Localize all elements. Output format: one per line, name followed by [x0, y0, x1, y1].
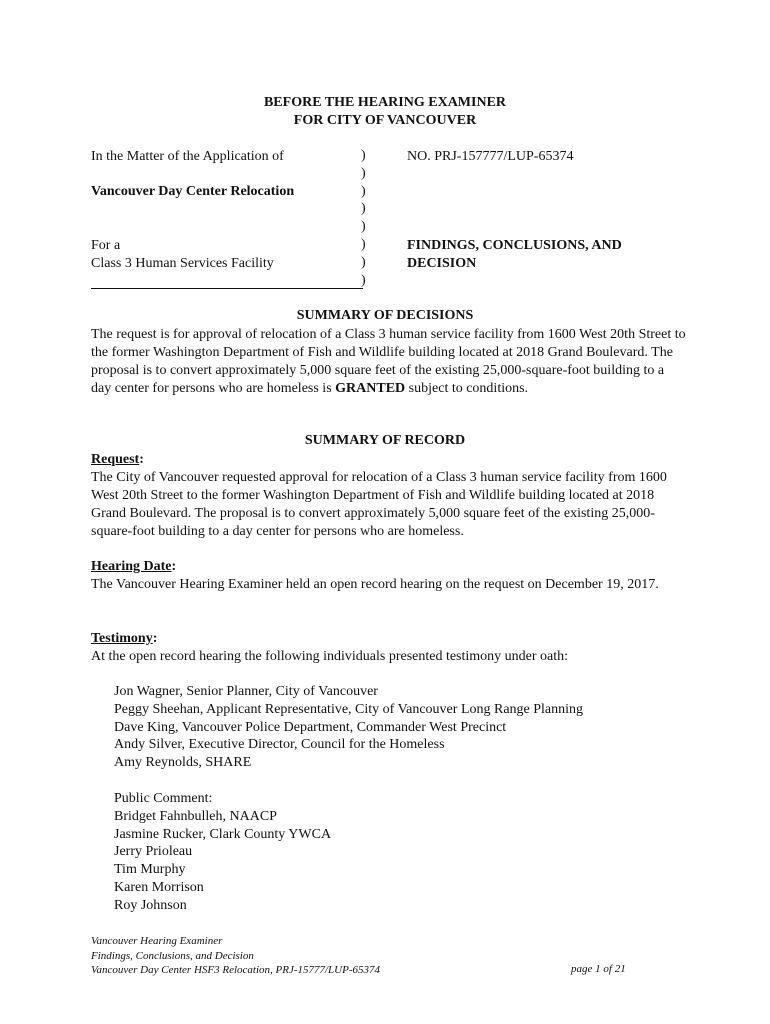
request-section — [91, 451, 687, 541]
testimony-section — [91, 630, 687, 666]
summary-decisions-text — [91, 326, 687, 398]
decision-text-before: The request is for approval of relocation of a Class 3 human service facility from 1600 West 20th Street to the former Washington Department of Fish and Wildlife building located at 2018 Grand Boulevard. The proposal is to convert approximately 5,000 square feet of the existing 25,000-square-foot building to a day center for persons who are homeless is — [91, 327, 686, 396]
summary-record-heading: SUMMARY OF RECORD — [304, 433, 466, 448]
paren: ) — [361, 148, 366, 163]
doc-title-line-2: DECISION — [407, 256, 477, 271]
caption-rule — [91, 288, 363, 289]
request-label: Request — [91, 452, 140, 467]
footer — [91, 934, 380, 978]
case-number: NO. PRJ-157777/LUP-65374 — [407, 149, 574, 164]
hearing-heading: Hearing Date: — [91, 559, 177, 574]
paren: ) — [361, 254, 366, 270]
footer-line-2: Findings, Conclusions, and Decision — [91, 949, 254, 962]
doc-title-line-1: FINDINGS, CONCLUSIONS, AND — [407, 238, 622, 253]
witness-item: Jon Wagner, Senior Planner, City of Vancouver — [114, 684, 378, 699]
page-number: page 1 of 21 — [571, 963, 626, 975]
public-comment-label: Public Comment: — [114, 791, 213, 806]
public-comment-list — [114, 790, 331, 915]
hearing-text: The Vancouver Hearing Examiner held an open record hearing on the request on December 19, 2017. — [91, 577, 659, 592]
witness-item: Andy Silver, Executive Director, Council for the Homeless — [114, 737, 445, 753]
hearing-label: Hearing Date — [91, 559, 172, 574]
witness-item: Amy Reynolds, SHARE — [114, 755, 252, 771]
request-heading: Request: — [91, 452, 144, 467]
witness-list — [114, 683, 583, 772]
commenter-item: Bridget Fahnbulleh, NAACP — [114, 808, 277, 824]
paren: ) — [361, 183, 366, 199]
footer-line-3: Vancouver Day Center HSF3 Relocation, PRJ-15777/LUP-65374 — [91, 964, 380, 976]
footer-line-1: Vancouver Hearing Examiner — [91, 935, 223, 947]
commenter-item: Roy Johnson — [114, 897, 187, 913]
granted-text: GRANTED — [335, 381, 406, 396]
caption-project: Vancouver Day Center Relocation — [91, 184, 295, 199]
testimony-label: Testimony — [91, 631, 153, 646]
commenter-item: Jerry Prioleau — [114, 844, 193, 860]
witness-item: Peggy Sheehan, Applicant Representative, City of Vancouver Long Range Planning — [114, 701, 584, 717]
paren: ) — [361, 165, 366, 181]
header-line-2: FOR CITY OF VANCOUVER — [293, 113, 477, 128]
caption-parens — [361, 147, 366, 289]
commenter-item: Tim Murphy — [114, 862, 186, 878]
commenter-item: Jasmine Rucker, Clark County YWCA — [114, 826, 332, 842]
caption-for-a: For a — [91, 238, 121, 253]
commenter-item: Karen Morrison — [114, 879, 204, 895]
paren: ) — [361, 219, 366, 235]
paren: ) — [361, 236, 366, 252]
decision-text-after: subject to conditions. — [405, 381, 529, 396]
summary-decisions-heading: SUMMARY OF DECISIONS — [296, 308, 474, 323]
testimony-heading: Testimony: — [91, 631, 158, 646]
request-text: The City of Vancouver requested approval for relocation of a Class 3 human service facility from 1600 West 20th Street to the former Washington Department of Fish and Wildlife building located at 2018 Grand Boulevard. The proposal is to convert approximately 5,000 square feet of the existing 25,000-square-foot building to a day center for persons who are homeless. — [91, 470, 667, 539]
witness-item: Dave King, Vancouver Police Department, Commander West Precinct — [114, 719, 507, 735]
testimony-intro: At the open record hearing the following individuals presented testimony under oath: — [91, 649, 569, 664]
caption-facility: Class 3 Human Services Facility — [91, 256, 274, 271]
caption-matter: In the Matter of the Application of — [91, 149, 284, 164]
hearing-section — [91, 558, 687, 594]
paren: ) — [361, 272, 366, 288]
header-line-1: BEFORE THE HEARING EXAMINER — [263, 95, 507, 110]
paren: ) — [361, 201, 366, 217]
